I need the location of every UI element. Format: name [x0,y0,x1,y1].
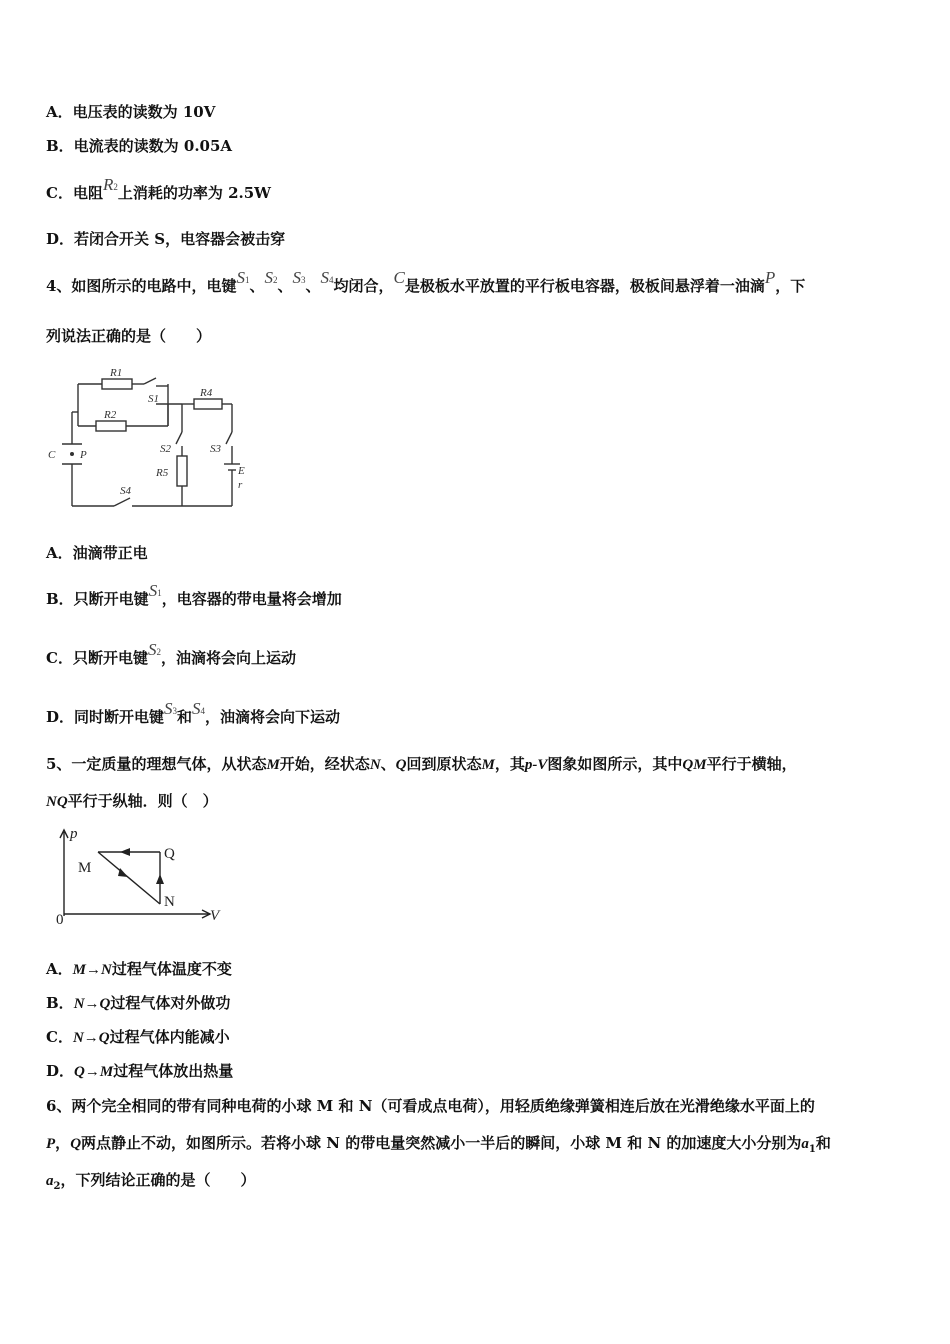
label-s1: S1 [148,393,159,405]
oil-drop [70,452,74,456]
label-s3: S3 [210,443,221,455]
label-r: r [238,479,243,491]
label-c: C [48,449,56,461]
q4-stem-line1: 4、如图所示的电路中，电键S1、S2、S3、S4均闭合，C是极板水平放置的平行板电容器，极板间悬浮着一油滴P，下 [46,268,806,295]
q6-stem-line2: P，Q两点静止不动，如图所示。若将小球 N 的带电量突然减小一半后的瞬间，小球 M 和 N 的加速度大小分别为$a_1$和 [46,1134,831,1155]
pv-graph [50,826,230,926]
q5-stem-line1: 5、一定质量的理想气体，从状态M开始，经状态N、Q回到原状态M，其p-V图象如图所示，其中QM平行于横轴， [46,755,797,773]
origin: 0 [56,912,64,926]
resistor-r5 [177,456,187,486]
label-r4: R4 [200,387,213,399]
label-s4: S4 [120,485,131,497]
q3-option-b: B．电流表的读数为 0.05A [46,137,233,155]
q5-stem-line2: NQ平行于纵轴．则（ ） [46,792,218,810]
q5-option-b: B．N→Q过程气体对外做功 [46,994,231,1012]
arrow-q-to-m [120,848,130,856]
q3-option-d: D．若闭合开关 S，电容器会被击穿 [46,230,286,248]
label-r5: R5 [156,467,169,479]
label-e: E [238,465,245,477]
q6-stem-line1: 6、两个完全相同的带有同种电荷的小球 M 和 N（可看成点电荷），用轻质绝缘弹簧相连后放在光滑绝缘水平面上的 [46,1097,815,1115]
arrow-n-to-q [156,874,164,884]
q4-option-c: C．只断开电键S2，油滴将会向上运动 [46,640,296,667]
point-m: M [78,860,92,876]
q3-option-c: C．电阻R2上消耗的功率为 2.5W [46,175,272,202]
symbol-r2: R2 [102,175,118,194]
label-r2: R2 [104,409,117,421]
circuit-diagram [44,364,274,514]
q4-option-d: D．同时断开电键S3和S4，油滴将会向下运动 [46,699,341,726]
q4-stem-line2: 列说法正确的是（ ） [46,327,212,345]
q5-option-c: C．N→Q过程气体内能减小 [46,1028,230,1046]
q4-option-a: A．油滴带正电 [46,544,148,562]
q5-option-d: D．Q→M过程气体放出热量 [46,1062,234,1080]
q3-option-a: A．电压表的读数为 10V [46,103,216,121]
label-p: P [80,449,87,461]
q5-option-a: A．M→N过程气体温度不变 [46,960,232,978]
point-q: Q [164,846,175,862]
label-s2: S2 [160,443,171,455]
q4-option-b: B．只断开电键S1，电容器的带电量将会增加 [46,581,342,608]
resistor-r2 [96,421,126,431]
point-n: N [164,894,175,910]
resistor-r4 [194,399,222,409]
q6-stem-line3: $a_2$，下列结论正确的是（ ） [46,1171,256,1192]
axis-v: V [210,908,220,924]
label-r1: R1 [110,367,123,379]
axis-p: p [70,826,78,842]
resistor-r1 [102,379,132,389]
